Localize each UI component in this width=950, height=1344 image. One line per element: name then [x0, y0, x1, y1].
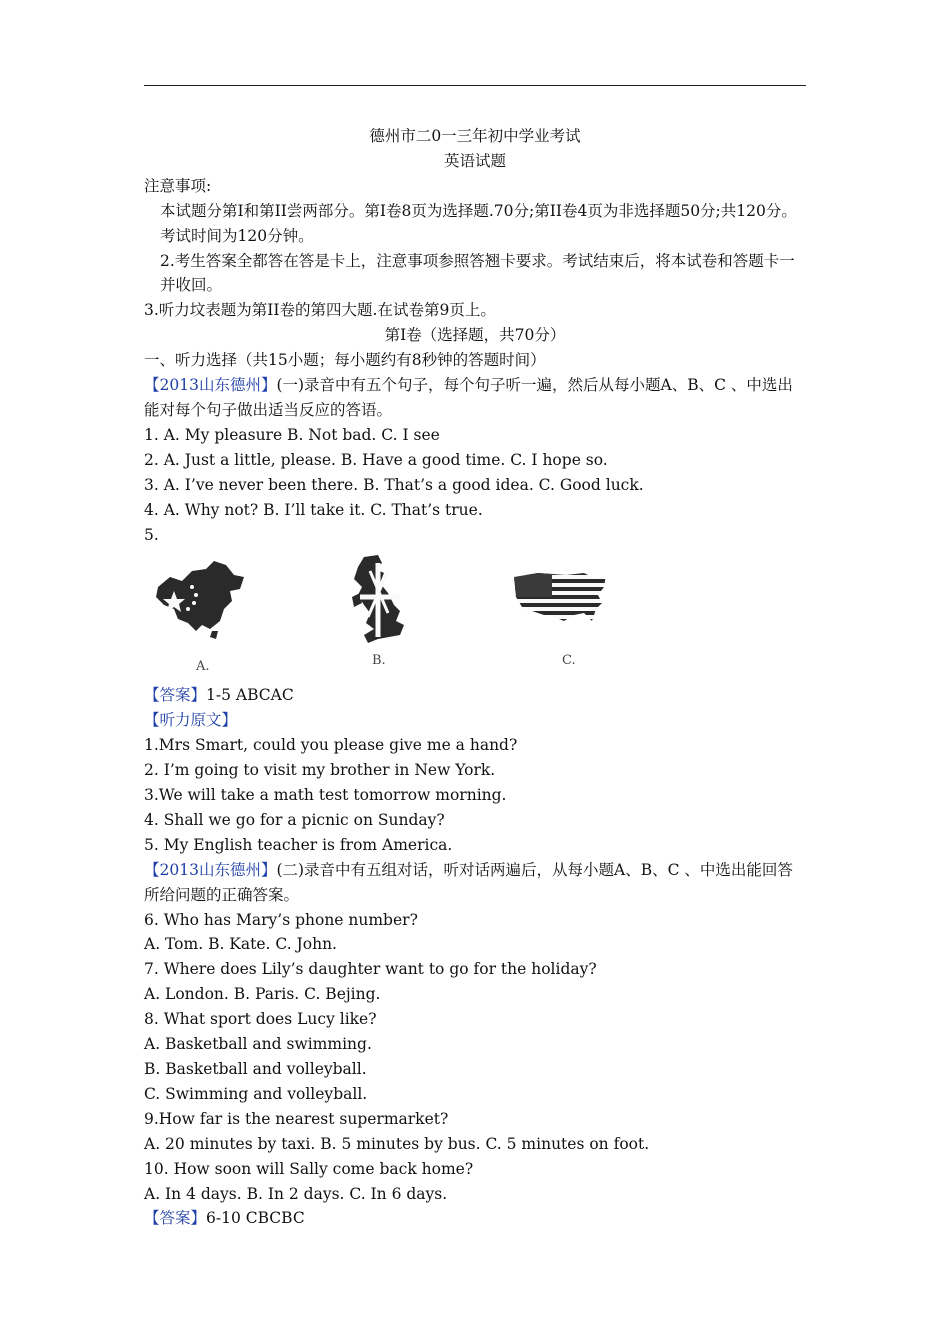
question-line: 2. A. Just a little, please. B. Have a good time. C. I hope so. — [144, 450, 608, 469]
transcript-heading — [144, 708, 806, 733]
notes-item-3: 3.听力坟表题为第II卷的第四大题.在试卷第9页上。 — [144, 301, 496, 320]
section-title: 第I卷（选择题，共70分） — [384, 326, 566, 345]
question-line: 9.How far is the nearest supermarket? — [144, 1109, 449, 1128]
header-rule — [144, 85, 806, 86]
exam-page — [144, 124, 806, 1231]
transcript-line: 1.Mrs Smart, could you please give me a hand? — [144, 736, 518, 755]
answer-value: 1-5 ABCAC — [206, 686, 294, 705]
part-heading: 一、听力选择（共15小题；每小题约有8秒钟的答题时间） — [144, 351, 546, 370]
map-options — [144, 553, 806, 675]
question-line: 8. What sport does Lucy like? — [144, 1010, 377, 1029]
transcript-tag: 【听力原文】 — [144, 711, 238, 730]
map-label-c: C. — [562, 653, 576, 669]
answer-value: 6-10 CBCBC — [206, 1209, 305, 1228]
part-b-intro-text: (二)录音中有五组对话，听对话两遍后，从每小题A、B、C 、中选出能回答所给问题的正确答案。 — [144, 860, 793, 904]
option-line: B. Basketball and volleyball. — [144, 1060, 367, 1078]
notes-item-2: 2.考生答案全都答在答是卡上，注意事项参照答翘卡要求。考试结束后，将本试卷和答题卡一并收回。 — [160, 251, 795, 295]
question-line: 3. A. I’ve never been there. B. That’s a good idea. C. Good luck. — [144, 475, 644, 494]
source-tag: 【2013山东德州】 — [144, 860, 277, 879]
transcript-line: 2. I’m going to visit my brother in New York. — [144, 761, 496, 780]
map-label-a: A. — [196, 659, 210, 675]
question-line: 4. A. Why not? B. I’ll take it. C. That’s true. — [144, 500, 483, 519]
question-line: 10. How soon will Sally come back home? — [144, 1159, 474, 1178]
answer-line — [144, 1206, 806, 1231]
answer-tag: 【答案】 — [144, 686, 207, 705]
question-line: 5. — [144, 525, 159, 544]
exam-subtitle: 英语试题 — [443, 151, 506, 170]
uk-flag-map-icon — [344, 553, 414, 669]
usa-flag-map-icon — [510, 567, 610, 669]
question-line: 1. A. My pleasure B. Not bad. C. I see — [144, 425, 440, 444]
part-b-intro — [144, 858, 806, 908]
china-flag-map-icon — [152, 559, 252, 675]
transcript-line: 3.We will take a math test tomorrow morning. — [144, 786, 507, 805]
notes-item-1: 本试题分第I和第II尝两部分。第I卷8页为选择题.70分;第II卷4页为非选择题50分;共120分。考试时间为120分钟。 — [160, 201, 797, 245]
answer-line — [144, 683, 806, 708]
transcript-line: 4. Shall we go for a picnic on Sunday? — [144, 810, 445, 829]
option-line: A. 20 minutes by taxi. B. 5 minutes by bus. C. 5 minutes on foot. — [144, 1134, 650, 1153]
question-line: 6. Who has Mary’s phone number? — [144, 910, 418, 929]
option-line: A. London. B. Paris. C. Bejing. — [144, 985, 381, 1004]
notes-heading: 注意事项: — [144, 176, 212, 195]
option-line: A. Tom. B. Kate. C. John. — [144, 935, 337, 954]
option-line: A. Basketball and swimming. — [144, 1035, 372, 1054]
map-label-b: B. — [372, 653, 386, 669]
exam-title: 德州市二0一三年初中学业考试 — [369, 127, 581, 145]
source-tag: 【2013山东德州】 — [144, 376, 277, 395]
option-line: C. Swimming and volleyball. — [144, 1084, 368, 1103]
part-a-intro-text: (一)录音中有五个句子，每个句子听一遍，然后从每小题A、B、C 、中选出能对每个句子做出适当反应的答语。 — [144, 376, 793, 419]
transcript-line: 5. My English teacher is from America. — [144, 835, 453, 854]
option-line: A. In 4 days. B. In 2 days. C. In 6 days. — [144, 1184, 448, 1203]
question-line: 7. Where does Lily’s daughter want to go for the holiday? — [144, 960, 597, 979]
answer-tag: 【答案】 — [144, 1209, 207, 1228]
part-a-intro — [144, 373, 806, 423]
